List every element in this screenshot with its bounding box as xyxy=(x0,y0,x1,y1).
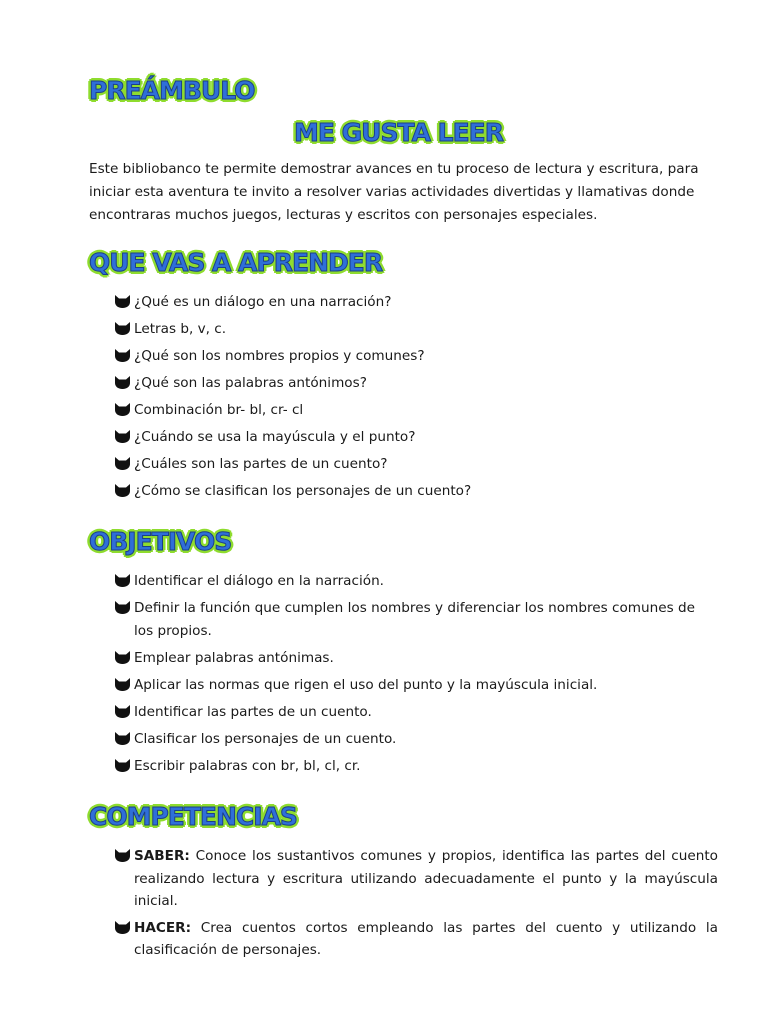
list-item-text: Aplicar las normas que rigen el uso del punto y la mayúscula inicial. xyxy=(134,676,598,693)
list-item xyxy=(114,345,718,368)
list-item xyxy=(114,845,718,913)
list-item-text: ¿Cuáles son las partes de un cuento? xyxy=(134,456,388,472)
objetivos-list xyxy=(114,570,718,782)
list-item xyxy=(114,426,718,449)
list-item-text: Identificar las partes de un cuento. xyxy=(134,703,372,720)
preambulo-heading: PREÁMBULO xyxy=(89,76,255,105)
list-item-text: ¿Qué es un diálogo en una narración? xyxy=(134,294,392,310)
list-item xyxy=(114,453,718,476)
intro-paragraph: Este bibliobanco te permite demostrar avances en tu proceso de lectura y escritura, para iniciar esta aventura te invito a resolver varias actividades divertidas y llamativas donde encontraras muchos juegos, lecturas y escritos con personajes especiales. xyxy=(89,161,699,223)
aprender-heading: QUE VAS A APRENDER xyxy=(89,248,383,277)
list-item-text: ¿Cómo se clasifican los personajes de un cuento? xyxy=(134,483,472,499)
list-item xyxy=(114,480,718,503)
cat-head-icon xyxy=(114,376,131,389)
list-item-text: Escribir palabras con br, bl, cl, cr. xyxy=(134,757,361,774)
list-item-text: Definir la función que cumplen los nombres y diferenciar los nombres comunes de los propios. xyxy=(134,600,696,639)
competencia-term: HACER: xyxy=(134,919,192,936)
list-item xyxy=(114,291,718,314)
list-item-text: Emplear palabras antónimas. xyxy=(134,649,334,666)
list-item-text: Letras b, v, c. xyxy=(134,321,227,337)
cat-head-icon xyxy=(114,921,131,934)
list-item-text: Identificar el diálogo en la narración. xyxy=(134,573,385,589)
cat-head-icon xyxy=(114,601,131,614)
cat-head-icon xyxy=(114,403,131,416)
cat-head-icon xyxy=(114,430,131,443)
aprender-list xyxy=(114,291,718,507)
list-item xyxy=(114,597,718,642)
cat-head-icon xyxy=(114,349,131,362)
cat-head-icon xyxy=(114,759,131,772)
list-item xyxy=(114,647,718,670)
cat-head-icon xyxy=(114,732,131,745)
competencias-list xyxy=(114,845,718,966)
cat-head-icon xyxy=(114,651,131,664)
list-item xyxy=(114,318,718,341)
list-item xyxy=(114,372,718,395)
list-item-text: Combinación br- bl, cr- cl xyxy=(134,402,304,418)
list-item xyxy=(114,917,718,962)
competencias-heading: COMPETENCIAS xyxy=(89,802,297,831)
cat-head-icon xyxy=(114,295,131,308)
cat-head-icon xyxy=(114,574,131,587)
cat-head-icon xyxy=(114,849,131,862)
objetivos-heading: OBJETIVOS xyxy=(89,527,232,556)
list-item-text: ¿Qué son los nombres propios y comunes? xyxy=(134,348,425,364)
list-item-text: Clasificar los personajes de un cuento. xyxy=(134,730,397,747)
list-item xyxy=(114,728,718,751)
list-item xyxy=(114,399,718,422)
competencia-text: Conoce los sustantivos comunes y propios, identifica las partes del cuento realizando lectura y escritura utilizando adecuadamente el punto y la mayúscula inicial. xyxy=(134,848,718,909)
cat-head-icon xyxy=(114,705,131,718)
page-title: ME GUSTA LEER xyxy=(294,118,503,147)
competencia-text: Crea cuentos cortos empleando las partes del cuento y utilizando la clasificación de personajes. xyxy=(134,919,718,958)
list-item xyxy=(114,755,718,778)
list-item-text: ¿Cuándo se usa la mayúscula y el punto? xyxy=(134,429,416,445)
competencia-term: SABER: xyxy=(134,848,190,864)
cat-head-icon xyxy=(114,322,131,335)
list-item xyxy=(114,701,718,724)
cat-head-icon xyxy=(114,484,131,497)
cat-head-icon xyxy=(114,678,131,691)
cat-head-icon xyxy=(114,457,131,470)
list-item xyxy=(114,570,718,593)
list-item-text: ¿Qué son las palabras antónimos? xyxy=(134,375,367,391)
list-item xyxy=(114,674,718,697)
